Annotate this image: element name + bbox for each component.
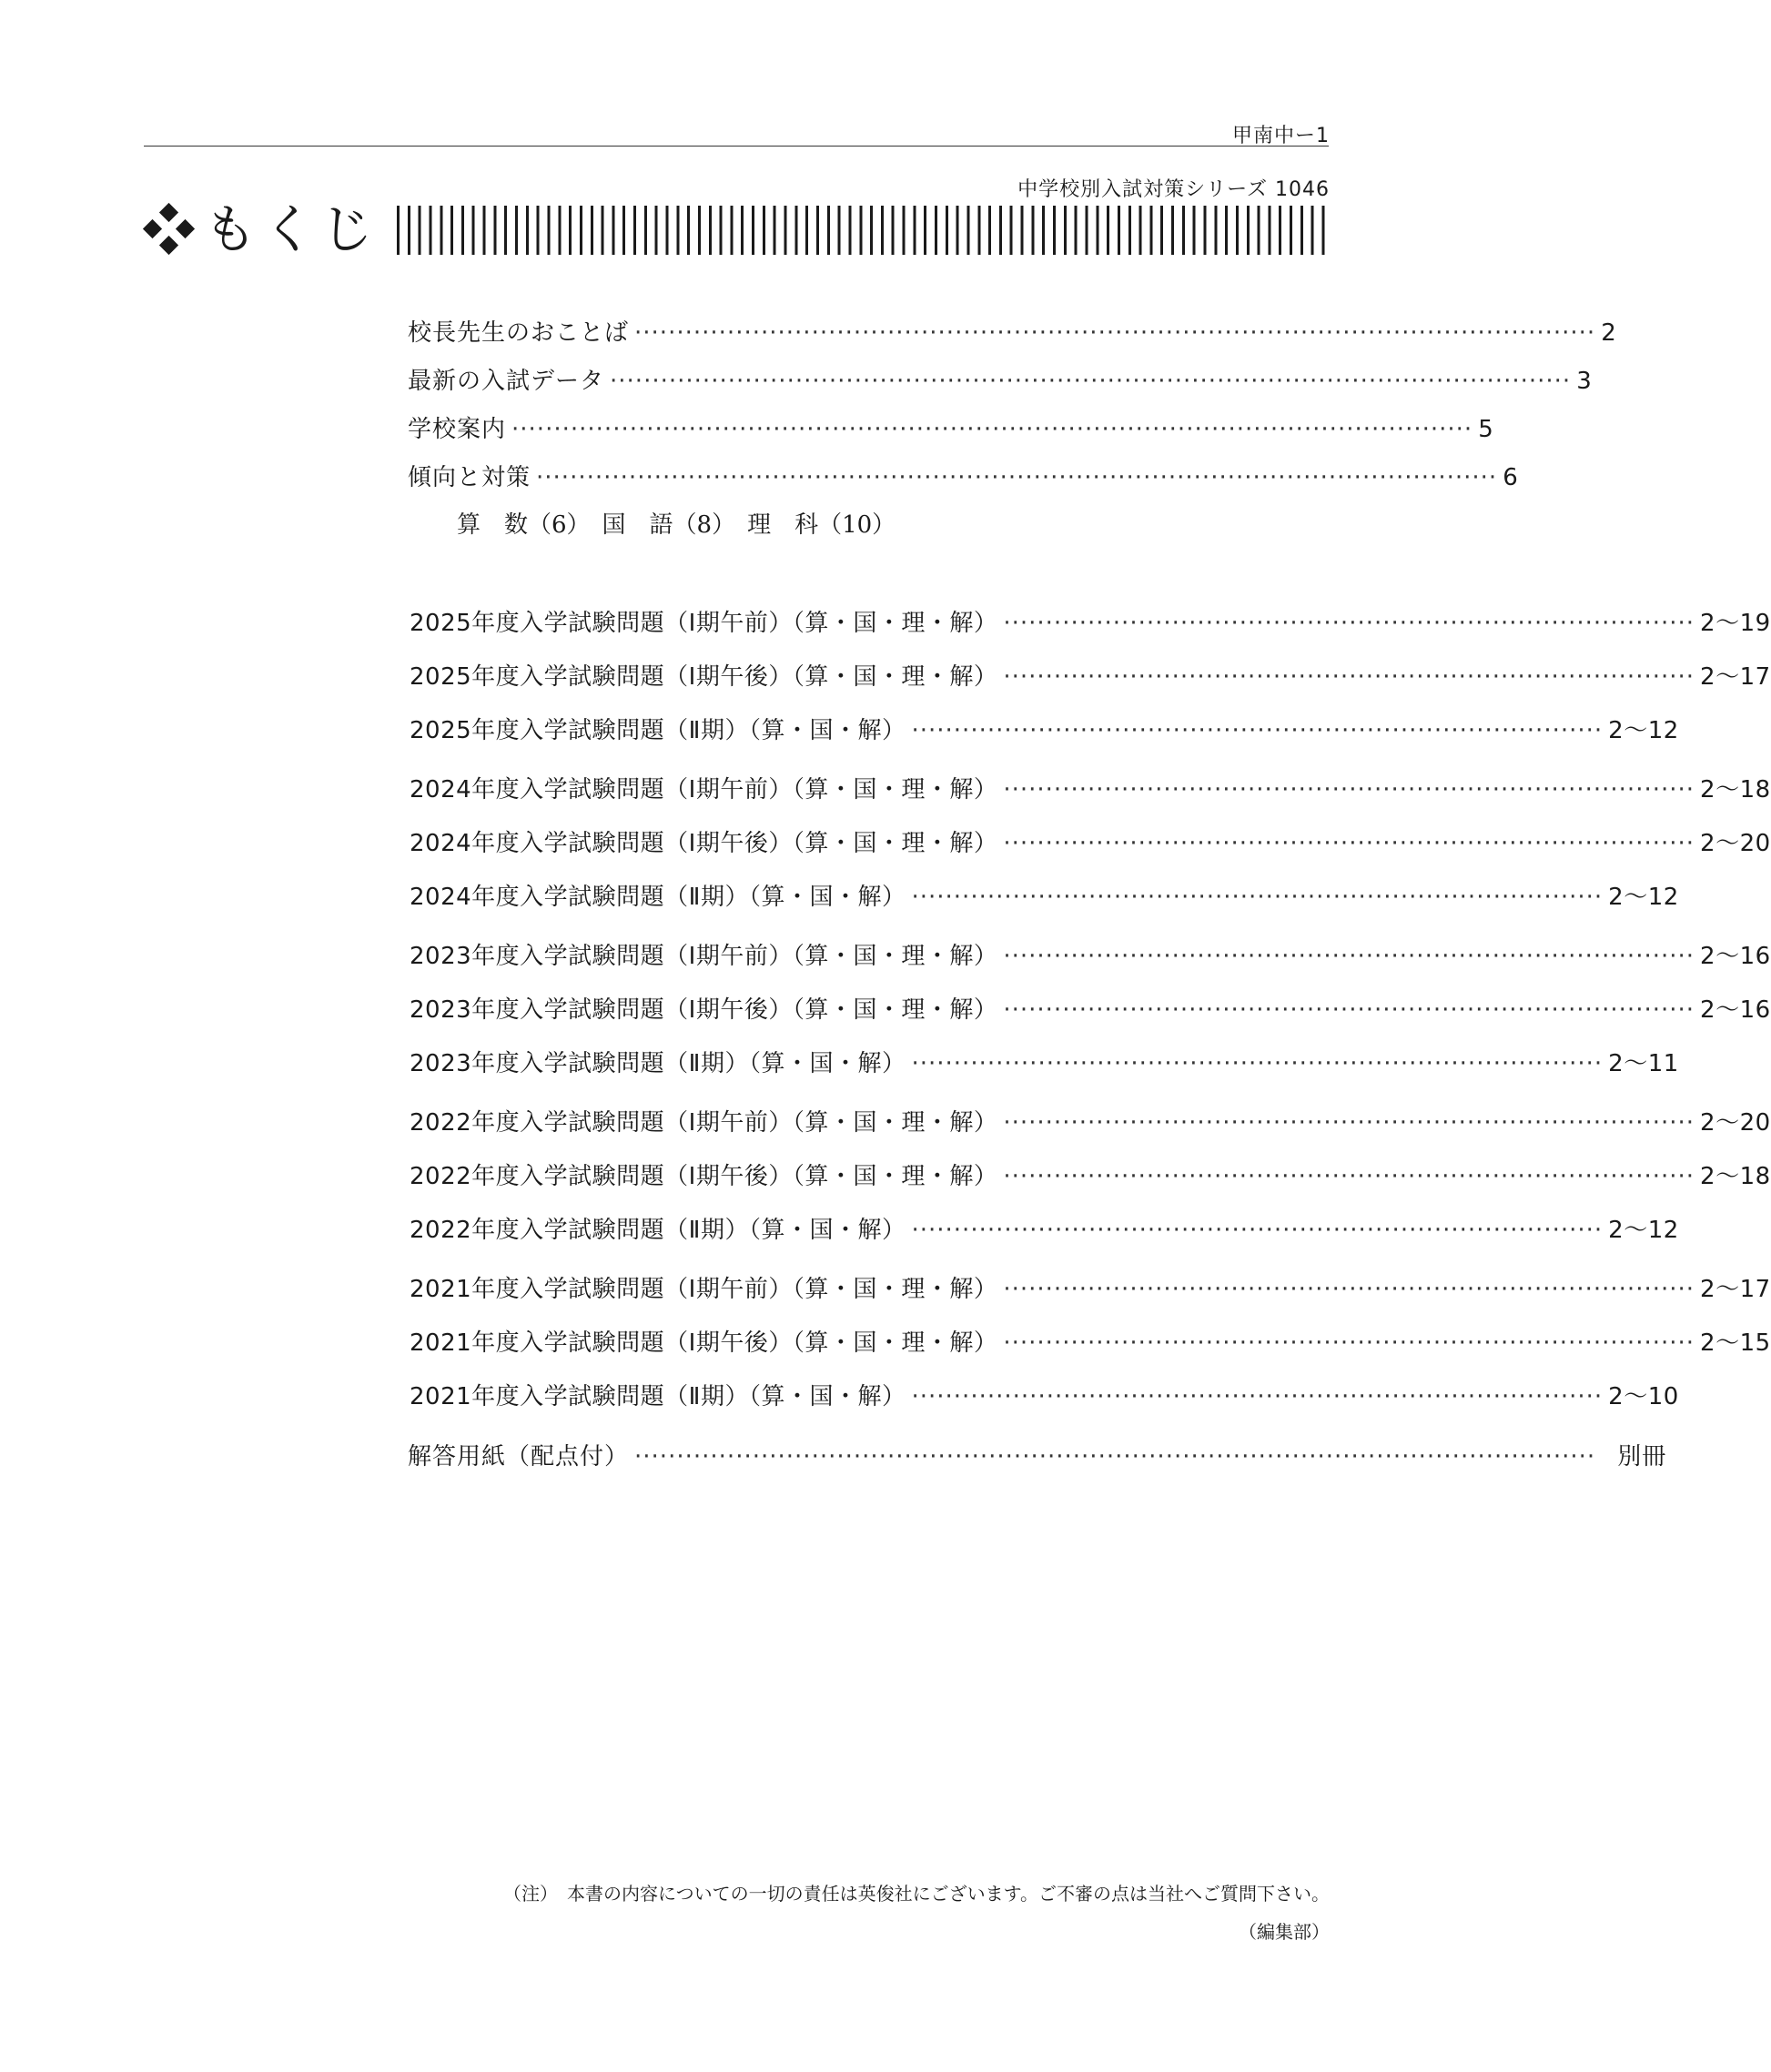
exam-item-page: 2～17: [1700, 1276, 1771, 1303]
leader-dots: ··················································································: [1003, 943, 1695, 970]
exam-item-page: 2～16: [1700, 996, 1771, 1024]
exam-item[interactable]: [410, 658, 1771, 692]
exam-item-page: 2～19: [1700, 610, 1771, 637]
leader-dots: ··················································································: [1003, 1163, 1695, 1190]
decorative-bars: [397, 206, 1329, 255]
toc-item[interactable]: [408, 459, 1519, 492]
toc-item[interactable]: [408, 314, 1617, 348]
exam-item-label: 2021年度入学試験問題（Ⅱ期）（算・国・解）: [410, 1383, 906, 1410]
toc-item-label: 傾向と対策: [408, 464, 531, 491]
toc-item[interactable]: [408, 410, 1494, 444]
exam-item[interactable]: [410, 1378, 1679, 1411]
exam-item[interactable]: [410, 937, 1771, 971]
leader-dots: ··················································································: [1003, 996, 1695, 1024]
toc-item[interactable]: [408, 362, 1593, 396]
exam-item-page: 2～20: [1700, 1109, 1771, 1137]
leader-dots: ··················································································: [1003, 776, 1695, 804]
series-label: 中学校別入試対策シリーズ 1046: [1017, 178, 1330, 201]
exam-item-label: 2024年度入学試験問題（Ⅱ期）（算・国・解）: [410, 884, 906, 911]
exam-item[interactable]: [410, 878, 1679, 912]
exam-item-label: 2022年度入学試験問題（Ⅰ期午後）（算・国・理・解）: [410, 1163, 998, 1190]
footnote: （注） 本書の内容についての一切の責任は英俊社にございます。ご不審の点は当社へご質問下さい。: [503, 1883, 1330, 1905]
exam-item[interactable]: [410, 1270, 1771, 1304]
exam-item-page: 2～17: [1700, 663, 1771, 691]
exam-item-page: 2～12: [1608, 884, 1679, 911]
exam-item-page: 2～12: [1608, 717, 1679, 744]
page-title: もくじ: [204, 198, 380, 260]
exam-item-label: 2023年度入学試験問題（Ⅱ期）（算・国・解）: [410, 1050, 906, 1077]
toc-item-label: 学校案内: [408, 416, 507, 443]
toc-item-page: 2: [1601, 319, 1617, 347]
leader-dots: ··················································································: [1003, 610, 1695, 637]
exam-item-page: 2～18: [1700, 776, 1771, 804]
exam-item[interactable]: [410, 771, 1771, 804]
exam-item[interactable]: [410, 991, 1771, 1025]
page-label: 甲南中ー1: [1232, 125, 1330, 147]
leader-dots: ··················································································: [1003, 663, 1695, 691]
exam-item-page: 2～20: [1700, 830, 1771, 857]
leader-dots: ··················································································: [1003, 1276, 1695, 1303]
leader-dots: ··················································································································: [610, 368, 1572, 395]
exam-item-page: 2～16: [1700, 943, 1771, 970]
exam-item[interactable]: [410, 712, 1679, 745]
leader-dots: ··················································································: [911, 717, 1604, 744]
exam-item-label: 2024年度入学試験問題（Ⅰ期午前）（算・国・理・解）: [410, 776, 998, 804]
exam-item-label: 2025年度入学試験問題（Ⅰ期午後）（算・国・理・解）: [410, 663, 998, 691]
footnote-signature: （編集部）: [1239, 1921, 1330, 1943]
toc-item-label: 校長先生のおことば: [408, 319, 630, 347]
leader-dots: ··················································································: [1003, 830, 1695, 857]
leader-dots: ··················································································································: [536, 464, 1498, 491]
exam-item-label: 2024年度入学試験問題（Ⅰ期午後）（算・国・理・解）: [410, 830, 998, 857]
exam-item[interactable]: [410, 1157, 1771, 1191]
leader-dots: ··················································································: [911, 1217, 1604, 1244]
exam-item-label: 2021年度入学試験問題（Ⅰ期午後）（算・国・理・解）: [410, 1329, 998, 1357]
leader-dots: ··················································································: [1003, 1329, 1695, 1357]
exam-item-page: 2～11: [1608, 1050, 1679, 1077]
toc-item-label: 最新の入試データ: [408, 368, 605, 395]
exam-item-label: 2023年度入学試験問題（Ⅰ期午前）（算・国・理・解）: [410, 943, 998, 970]
header-rule: [144, 146, 1329, 147]
leader-dots: ··················································································: [911, 884, 1604, 911]
answer-sheet-label: 解答用紙（配点付）: [408, 1443, 630, 1471]
leader-dots: ··················································································: [1003, 1109, 1695, 1137]
exam-item-label: 2022年度入学試験問題（Ⅱ期）（算・国・解）: [410, 1217, 906, 1244]
exam-item-page: 2～12: [1608, 1217, 1679, 1244]
exam-item-label: 2022年度入学試験問題（Ⅰ期午前）（算・国・理・解）: [410, 1109, 998, 1137]
exam-item[interactable]: [410, 824, 1771, 858]
leader-dots: ··················································································: [911, 1383, 1604, 1410]
leader-dots: ··················································································: [911, 1050, 1604, 1077]
exam-item[interactable]: [410, 604, 1771, 638]
exam-item-page: 2～18: [1700, 1163, 1771, 1190]
subject-breakdown: 算 数（6） 国 語（8） 理 科（10）: [457, 511, 896, 539]
exam-item-page: 2～10: [1608, 1383, 1679, 1410]
leader-dots: ··················································································································: [511, 416, 1473, 443]
exam-item-label: 2025年度入学試験問題（Ⅰ期午前）（算・国・理・解）: [410, 610, 998, 637]
answer-sheet-page: 別冊: [1617, 1443, 1667, 1471]
toc-heading: [144, 198, 379, 260]
exam-item-label: 2021年度入学試験問題（Ⅰ期午前）（算・国・理・解）: [410, 1276, 998, 1303]
leader-dots: ··················································································································: [634, 1443, 1596, 1471]
exam-item[interactable]: [410, 1324, 1771, 1358]
exam-item[interactable]: [410, 1211, 1679, 1245]
exam-item[interactable]: [410, 1045, 1679, 1078]
exam-item[interactable]: [410, 1104, 1771, 1137]
diamond-ornament-icon: [144, 204, 195, 255]
leader-dots: ··················································································································: [634, 319, 1596, 347]
exam-item-page: 2～15: [1700, 1329, 1771, 1357]
exam-item-label: 2025年度入学試験問題（Ⅱ期）（算・国・解）: [410, 717, 906, 744]
answer-sheet-item[interactable]: [408, 1438, 1667, 1471]
toc-item-page: 6: [1503, 464, 1519, 491]
exam-item-label: 2023年度入学試験問題（Ⅰ期午後）（算・国・理・解）: [410, 996, 998, 1024]
toc-item-page: 3: [1576, 368, 1593, 395]
toc-item-page: 5: [1478, 416, 1494, 443]
